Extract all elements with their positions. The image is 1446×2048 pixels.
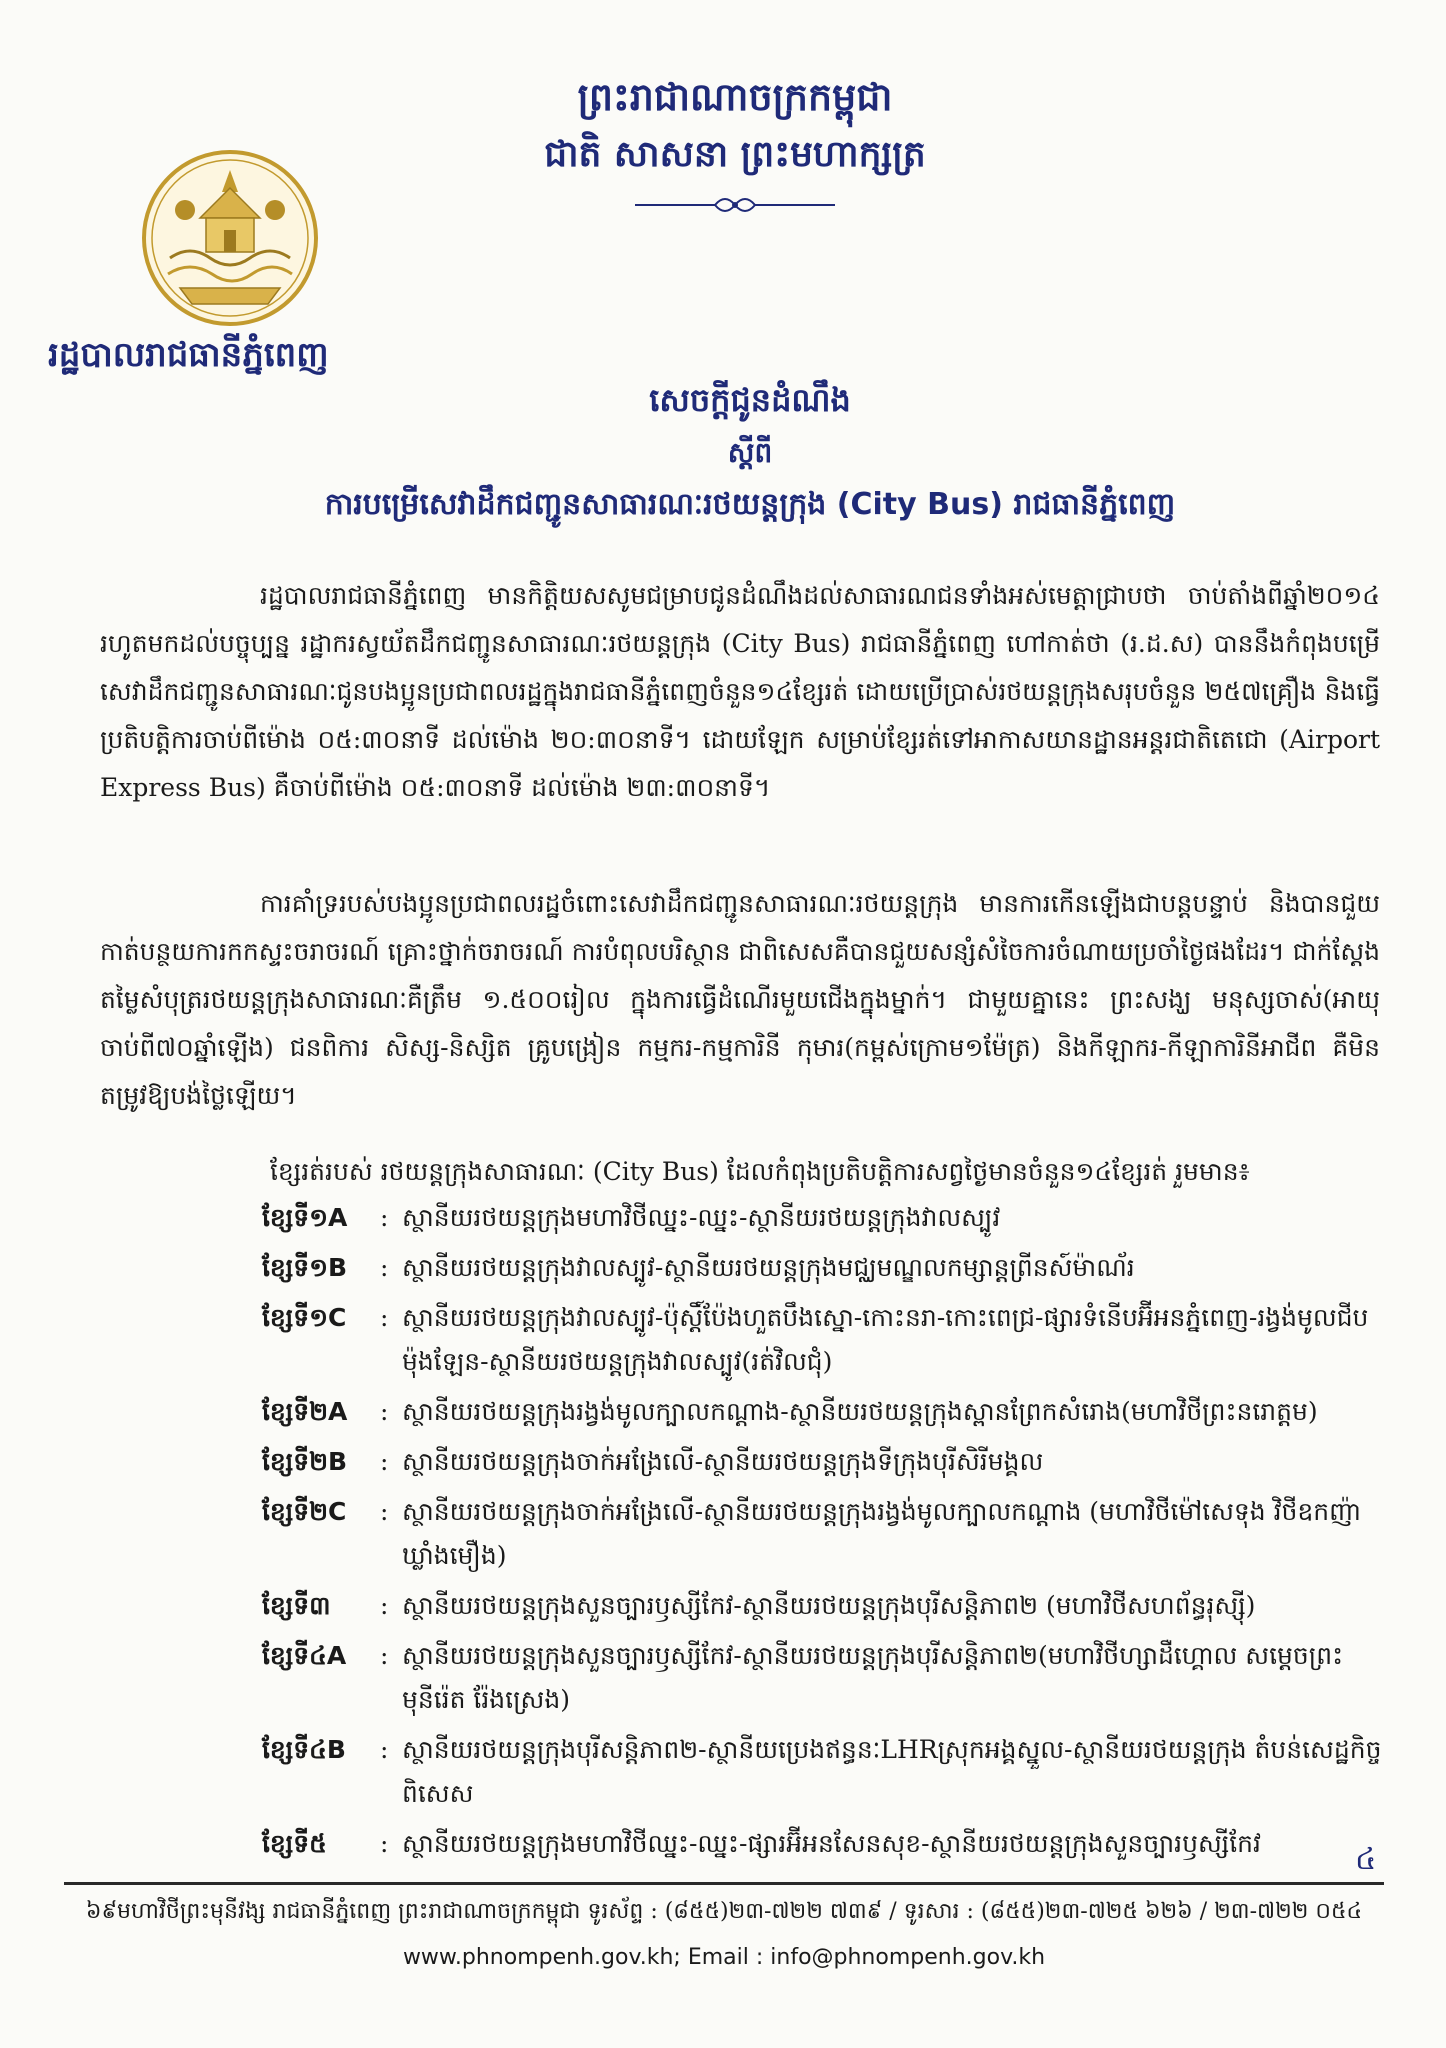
list-item: ខ្សែទី២B : ស្ថានីយរថយន្តក្រុងចាក់អង្រែលើ-ស្ថានីយរថយន្តក្រុងទីក្រុងបុរីសិរីមង្គល	[262, 1440, 1392, 1484]
route-label: ខ្សែទី២C	[262, 1497, 347, 1526]
list-item: ខ្សែទី១A : ស្ថានីយរថយន្តក្រុងមហាវិថីឈ្នះ-ឈ្នះ-ស្ថានីយរថយន្តក្រុងវាលស្បូវ	[262, 1196, 1392, 1240]
route-description: ស្ថានីយរថយន្តក្រុងសួនច្បារឫស្សីកែវ-ស្ថានីយរថយន្តក្រុងបុរីសន្តិភាព២ (មហាវិថីសហព័ន្ធរុស្ស៊ី)	[402, 1591, 1256, 1620]
routes-intro: ខ្សែរត់របស់ រថយន្តក្រុងសាធារណៈ (City Bus) ដែលកំពុងប្រតិបត្តិការសព្វថ្ងៃមានចំនួន១៤ខ្សែរត់ រួមមាន៖	[270, 1157, 1250, 1186]
body-paragraph-1: រដ្ឋបាលរាជធានីភ្នំពេញ មានកិត្តិយសសូមជម្រាបជូនដំណឹងដល់សាធារណជនទាំងអស់មេត្តាជ្រាបថា ចាប់តាំងពីឆ្នាំ២០១៤ រហូតមកដល់បច្ចុប្បន្ន រដ្ឋាករស្វយ័តដឹកជញ្ជូនសាធារណៈរថយន្តក្រុង (City Bus) រាជធានីភ្នំពេញ ហៅកាត់ថា (រ.ដ.ស) បាននឹងកំពុងបម្រើសេវាដឹកជញ្ជូនសាធារណៈជូនបងប្អូនប្រជាពលរដ្ឋក្នុងរាជធានីភ្នំពេញចំនួន១៤ខ្សែរត់ ដោយប្រើប្រាស់រថយន្តក្រុងសរុបចំនួន ២៥៧គ្រឿង និងធ្វើប្រតិបត្តិការចាប់ពីម៉ោង ០៥:៣០នាទី ដល់ម៉ោង ២០:៣០នាទី។ ដោយឡែក សម្រាប់ខ្សែរត់ទៅអាកាសយានដ្ឋានអន្តរជាតិតេជោ (Airport Express Bus) គឺចាប់ពីម៉ោង ០៥:៣០នាទី ដល់ម៉ោង ២៣:៣០នាទី។	[100, 581, 1380, 802]
route-description: ស្ថានីយរថយន្តក្រុងចាក់អង្រែលើ-ស្ថានីយរថយន្តក្រុងរង្វង់មូលក្បាលកណ្តាង (មហាវិថីម៉ៅសេទុង វិថីឧកញ៉ាឃ្លាំងមឿង)	[402, 1497, 1361, 1570]
route-label: ខ្សែទី២A	[262, 1397, 348, 1426]
route-label: ខ្សែទី១C	[262, 1303, 347, 1332]
route-list	[262, 1196, 1392, 1872]
list-item: ខ្សែទី១C : ស្ថានីយរថយន្តក្រុងវាលស្បូវ-ប៉ុស្តិ៍ប៉ែងហួតបឹងស្នោ-កោះនរា-កោះពេជ្រ-ផ្សារទំនើបអ៊ីអនភ្នំពេញ-រង្វង់មូលជីបម៉ុងឡែន-ស្ថានីយរថយន្តក្រុងវាលស្បូវ(រត់វិលជុំ)	[262, 1296, 1392, 1384]
route-label: ខ្សែទី១A	[262, 1203, 348, 1232]
route-description: ស្ថានីយរថយន្តក្រុងមហាវិថីឈ្នះ-ឈ្នះ-ផ្សារអ៊ីអនសែនសុខ-ស្ថានីយរថយន្តក្រុងសួនច្បារឫស្សីកែវ	[402, 1829, 1261, 1858]
list-item: ខ្សែទី៤B : ស្ថានីយរថយន្តក្រុងបុរីសន្តិភាព២-ស្ថានីយប្រេងឥន្ធនៈLHRស្រុកអង្គស្នួល-ស្ថានីយរថយន្តក្រុង តំបន់សេដ្ឋកិច្ចពិសេស	[262, 1728, 1392, 1816]
page-number: ៤	[1355, 1842, 1377, 1877]
route-description: ស្ថានីយរថយន្តក្រុងសួនច្បារឫស្សីកែវ-ស្ថានីយរថយន្តក្រុងបុរីសន្តិភាព២(មហាវិថីហ្សាដឺហ្គោល សម្តេចព្រះមុនីរ៉េត រ៉ែងស្រេង)	[402, 1641, 1344, 1714]
route-label: ខ្សែទី៥	[262, 1829, 327, 1858]
list-item: ខ្សែទី៤A : ស្ថានីយរថយន្តក្រុងសួនច្បារឫស្សីកែវ-ស្ថានីយរថយន្តក្រុងបុរីសន្តិភាព២(មហាវិថីហ្សាដឺហ្គោល សម្តេចព្រះមុនីរ៉េត រ៉ែងស្រេង)	[262, 1634, 1392, 1722]
national-motto: ជាតិ សាសនា ព្រះមហាក្សត្រ	[544, 134, 926, 175]
route-label: ខ្សែទី៤A	[262, 1641, 347, 1670]
list-item: ខ្សែទី១B : ស្ថានីយរថយន្តក្រុងវាលស្បូវ-ស្ថានីយរថយន្តក្រុងមជ្ឈមណ្ឌលកម្សាន្តព្រីនស៍ម៉ាណ័រ	[262, 1246, 1392, 1290]
kingdom-heading: ព្រះរាជាណាចក្រកម្ពុជា	[577, 75, 893, 119]
route-description: ស្ថានីយរថយន្តក្រុងវាលស្បូវ-ប៉ុស្តិ៍ប៉ែងហួតបឹងស្នោ-កោះនរា-កោះពេជ្រ-ផ្សារទំនើបអ៊ីអនភ្នំពេញ-រង្វង់មូលជីបម៉ុងឡែន-ស្ថានីយរថយន្តក្រុងវាលស្បូវ(រត់វិលជុំ)	[402, 1303, 1369, 1376]
notice-subject: ការបម្រើសេវាដឹកជញ្ជូនសាធារណៈរថយន្តក្រុង (City Bus) រាជធានីភ្នំពេញ	[324, 487, 1176, 522]
route-description: ស្ថានីយរថយន្តក្រុងរង្វង់មូលក្បាលកណ្តាង-ស្ថានីយរថយន្តក្រុងស្ពានព្រែកសំរោង(មហាវិថីព្រះនរោត្តម)	[402, 1397, 1318, 1426]
issuing-office: រដ្ឋបាលរាជធានីភ្នំពេញ	[48, 335, 329, 375]
footer-web-email: www.phnompenh.gov.kh; Email : info@phnompenh.gov.kh	[402, 1945, 1046, 1970]
route-label: ខ្សែទី២B	[262, 1447, 348, 1476]
list-item: ខ្សែទី២A : ស្ថានីយរថយន្តក្រុងរង្វង់មូលក្បាលកណ្តាង-ស្ថានីយរថយន្តក្រុងស្ពានព្រែកសំរោង(មហាវិថីព្រះនរោត្តម)	[262, 1390, 1392, 1434]
ornament-divider-icon	[630, 190, 840, 220]
route-label: ខ្សែទី១B	[262, 1253, 348, 1282]
route-description: ស្ថានីយរថយន្តក្រុងវាលស្បូវ-ស្ថានីយរថយន្តក្រុងមជ្ឈមណ្ឌលកម្សាន្តព្រីនស៍ម៉ាណ័រ	[402, 1253, 1135, 1282]
list-item: ខ្សែទី២C : ស្ថានីយរថយន្តក្រុងចាក់អង្រែលើ-ស្ថានីយរថយន្តក្រុងរង្វង់មូលក្បាលកណ្តាង (មហាវិថីម៉ៅសេទុង វិថីឧកញ៉ាឃ្លាំងមឿង)	[262, 1490, 1392, 1578]
phnom-penh-seal-icon	[140, 148, 320, 328]
footer-divider	[64, 1882, 1384, 1885]
footer-address: ៦៩មហាវិថីព្រះមុនីវង្ស រាជធានីភ្នំពេញ ព្រះរាជាណាចក្រកម្ពុជា ទូរស័ព្ទ : (៨៥៥)២៣-៧២២ ៧៣៩ / ទូរសារ : (៨៥៥)២៣-៧២៥ ៦២៦ / ២៣-៧២២ ០៥៤	[85, 1899, 1363, 1924]
body-paragraph-2: ការគាំទ្ររបស់បងប្អូនប្រជាពលរដ្ឋចំពោះសេវាដឹកជញ្ជូនសាធារណៈរថយន្តក្រុង មានការកើនឡើងជាបន្តបន្ទាប់ និងបានជួយកាត់បន្ថយការកកស្ទះចរាចរណ៍ គ្រោះថ្នាក់ចរាចរណ៍ ការបំពុលបរិស្ថាន ជាពិសេសគឺបានជួយសន្សំសំចៃការចំណាយប្រចាំថ្ងៃផងដែរ។ ជាក់ស្តែងតម្លៃសំបុត្ររថយន្តក្រុងសាធារណៈគឺត្រឹម ១.៥០០រៀល ក្នុងការធ្វើដំណើរមួយជើងក្នុងម្នាក់។ ជាមួយគ្នានេះ ព្រះសង្ឃ មនុស្សចាស់(អាយុចាប់ពី៧០ឆ្នាំឡើង) ជនពិការ សិស្ស-និស្សិត គ្រូបង្រៀន កម្មករ-កម្មការិនី កុមារ(កម្ពស់ក្រោម១ម៉ែត្រ) និងកីឡាករ-កីឡាការិនីអាជីព គឺមិនតម្រូវឱ្យបង់ថ្លៃឡើយ។	[100, 889, 1380, 1110]
notice-subject-label: ស្តីពី	[727, 436, 773, 469]
route-label: ខ្សែទី៣	[262, 1591, 331, 1620]
route-description: ស្ថានីយរថយន្តក្រុងចាក់អង្រែលើ-ស្ថានីយរថយន្តក្រុងទីក្រុងបុរីសិរីមង្គល	[402, 1447, 1044, 1476]
list-item: ខ្សែទី៣ : ស្ថានីយរថយន្តក្រុងសួនច្បារឫស្សីកែវ-ស្ថានីយរថយន្តក្រុងបុរីសន្តិភាព២ (មហាវិថីសហព័ន្ធរុស្ស៊ី)	[262, 1584, 1392, 1628]
route-description: ស្ថានីយរថយន្តក្រុងបុរីសន្តិភាព២-ស្ថានីយប្រេងឥន្ធនៈLHRស្រុកអង្គស្នួល-ស្ថានីយរថយន្តក្រុង តំបន់សេដ្ឋកិច្ចពិសេស	[402, 1735, 1382, 1808]
list-item: ខ្សែទី៥ : ស្ថានីយរថយន្តក្រុងមហាវិថីឈ្នះ-ឈ្នះ-ផ្សារអ៊ីអនសែនសុខ-ស្ថានីយរថយន្តក្រុងសួនច្បារឫស្សីកែវ	[262, 1822, 1392, 1866]
route-label: ខ្សែទី៤B	[262, 1735, 346, 1764]
notice-title: សេចក្តីជូនដំណឹង	[649, 381, 851, 419]
route-description: ស្ថានីយរថយន្តក្រុងមហាវិថីឈ្នះ-ឈ្នះ-ស្ថានីយរថយន្តក្រុងវាលស្បូវ	[402, 1203, 1001, 1232]
